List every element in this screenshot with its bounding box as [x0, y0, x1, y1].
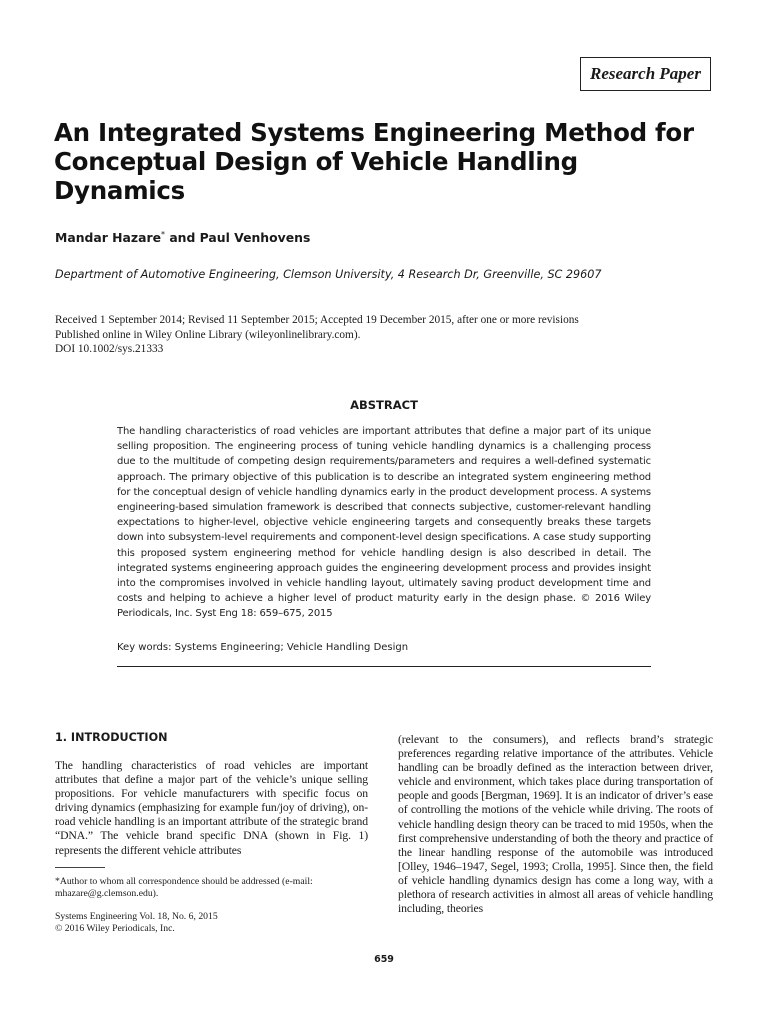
- journal-copyright: © 2016 Wiley Periodicals, Inc.: [55, 922, 175, 934]
- author-line: [55, 230, 310, 245]
- corresponding-author-marker: *: [161, 230, 165, 239]
- author-names-primary: Mandar Hazare: [55, 230, 161, 246]
- affiliation: Department of Automotive Engineering, Clemson University, 4 Research Dr, Greenville, SC 29607: [55, 268, 602, 281]
- keywords: Key words: Systems Engineering; Vehicle Handling Design: [117, 642, 409, 653]
- history-doi: DOI 10.1002/sys.21333: [55, 343, 164, 355]
- footnote-divider: [55, 867, 105, 868]
- abstract-text: The handling characteristics of road vehicles are important attributes that define a major part of its unique selling proposition. The engineering process of tuning vehicle handling dynamics is a challenging process due to the multitude of competing design requirements/parameters and requires a well-defined systematic approach. The primary objective of this publication is to describe an integrated system engineering method for the conceptual design of vehicle handling dynamics early in the product development process. A systems engineering-based simulation framework is described that connects subjective, customer-relevant handling expectations to higher-level, objective vehicle engineering targets and consequently breaks these targets down into subsystem-level requirements and component-level design specifications. A case study supporting this proposed system engineering method for vehicle handling design is also described in detail. The integrated systems engineering approach guides the engineering development process and provides insight into the compromises involved in vehicle handling layout, ultimately saving product development time and costs and helping to achieve a higher level of product maturity early in the design phase. © 2016 Wiley Periodicals, Inc. Syst Eng 18: 659–675, 2015: [117, 426, 651, 620]
- body-text-right-column: (relevant to the consumers), and reflects brand’s strategic preferences regarding relative importance of the attributes. Vehicle handling can be broadly defined as the interaction between driver, vehicle and environment, which takes place during transportation of people and goods [Bergman, 1969]. It is an indicator of driver’s ease of controlling the motions of the vehicle while driving. The roots of vehicle handling design theory can be traced to mid 1950s, when the first comprehensive understanding of both the theory and practice of the linear handling response of the automobile was introduced [Olley, 1946–1947, Segel, 1993; Crolla, 1995]. Since then, the field of vehicle handling dynamics design has come a long way, with a plethora of research activities in almost all areas of vehicle handling including, theories: [398, 733, 713, 916]
- article-type-badge: Research Paper: [580, 57, 711, 91]
- footnote: *Author to whom all correspondence should be addressed (e-mail: mhazare@g.clemson.edu).: [55, 876, 313, 899]
- publication-history: [55, 313, 715, 357]
- journal-info: [55, 911, 368, 934]
- journal-citation: Systems Engineering Vol. 18, No. 6, 2015: [55, 911, 218, 922]
- body-text-left-column: The handling characteristics of road vehicles are important attributes that define a major part of the vehicle’s unique selling propositions. For vehicle manufacturers with specific focus on driving dynamics (emphasizing for example fun/joy of driving), on-road vehicle handling is an important attribute of the strategic brand “DNA.” The vehicle brand specific DNA (shown in Fig. 1) represents the different vehicle attributes: [55, 759, 368, 857]
- history-published: Published online in Wiley Online Library (wileyonlinelibrary.com).: [55, 328, 361, 341]
- paper-title: An Integrated Systems Engineering Method for Conceptual Design of Vehicle Handling Dynamics: [54, 118, 694, 205]
- abstract-divider: [117, 666, 651, 667]
- abstract-heading: ABSTRACT: [350, 398, 418, 412]
- section-heading: 1. INTRODUCTION: [55, 731, 168, 744]
- author-names-secondary: and Paul Venhovens: [165, 230, 311, 246]
- history-dates: Received 1 September 2014; Revised 11 September 2015; Accepted 19 December 2015, after one or more revisions: [55, 314, 579, 326]
- page-number: 659: [374, 954, 394, 965]
